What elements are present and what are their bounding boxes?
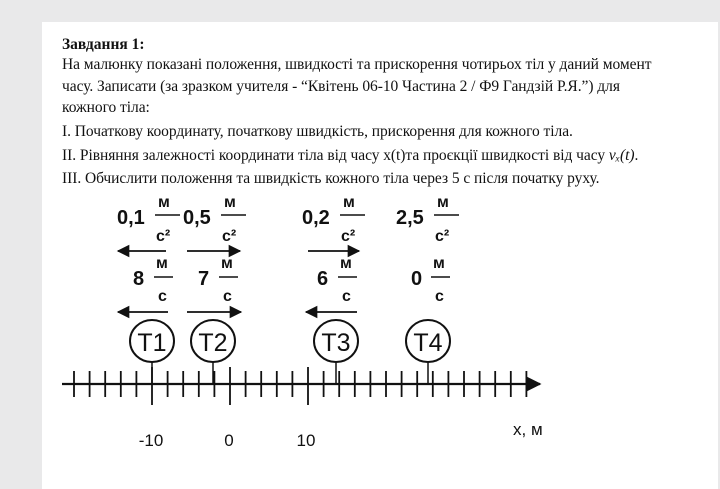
t4-label: T4 xyxy=(413,329,443,357)
t1-acc-unit-num: м xyxy=(158,194,170,211)
axis-ticks xyxy=(74,367,526,405)
task-item-1: I. Початкову координату, початкову швидкість, прискорення для кожного тіла. xyxy=(62,123,573,140)
task-text-line-2: часу. Записати (за зразком учителя - “Квітень 06-10 Частина 2 / Ф9 Гандзій Р.Я.”) для xyxy=(62,78,620,95)
t4-acc-unit-num: м xyxy=(437,194,449,211)
task-text-line-1: На малюнку показані положення, швидкості та прискорення чотирьох тіл у даний момент xyxy=(62,56,652,73)
t1-label: T1 xyxy=(137,329,167,357)
t2-speed-value: 7 xyxy=(198,268,210,290)
tick-label-0: 0 xyxy=(224,431,234,450)
body-t1 xyxy=(117,194,180,384)
body-t4 xyxy=(396,194,459,384)
t2-acceleration-value: 0,5 xyxy=(183,207,211,229)
t4-vel-unit-num: м xyxy=(433,255,445,272)
number-line xyxy=(62,367,543,450)
t1-acc-unit-den: с² xyxy=(156,228,171,245)
task-title: Завдання 1: xyxy=(62,36,145,53)
t4-speed-value: 0 xyxy=(411,268,423,290)
t2-vel-unit-num: м xyxy=(221,255,233,272)
t1-vel-unit-num: м xyxy=(156,255,168,272)
task-item-2-end: . xyxy=(634,147,639,164)
t2-acc-unit-num: м xyxy=(224,194,236,211)
task-text-line-3: кожного тіла: xyxy=(62,99,150,116)
task-item-3: III. Обчислити положення та швидкість кожного тіла через 5 с після початку руху. xyxy=(62,170,600,187)
body-t2 xyxy=(183,194,246,384)
velocity-function: vₓ(t) xyxy=(608,147,635,164)
t4-vel-unit-den: с xyxy=(435,288,444,305)
t3-label: T3 xyxy=(321,329,351,357)
tick-label-minus-10: -10 xyxy=(138,431,164,450)
t2-acc-unit-den: с² xyxy=(222,228,237,245)
body-t3 xyxy=(302,194,365,384)
x-axis-label: x, м xyxy=(513,420,543,439)
t4-acceleration-value: 2,5 xyxy=(396,207,424,229)
t1-speed-value: 8 xyxy=(133,268,145,290)
task-item-2-text: II. Рівняння залежності координати тіла від часу x(t)та проєкції швидкості від часу xyxy=(62,147,606,164)
t3-vel-unit-den: с xyxy=(342,288,351,305)
t3-speed-value: 6 xyxy=(317,268,329,290)
t3-acceleration-value: 0,2 xyxy=(302,207,330,229)
t1-vel-unit-den: с xyxy=(158,288,167,305)
tick-label-10: 10 xyxy=(296,431,316,450)
t1-acceleration-value: 0,1 xyxy=(117,207,145,229)
t3-vel-unit-num: м xyxy=(340,255,352,272)
t2-label: T2 xyxy=(198,329,228,357)
t4-acc-unit-den: с² xyxy=(435,228,450,245)
t3-acc-unit-num: м xyxy=(343,194,355,211)
t3-acc-unit-den: с² xyxy=(341,228,356,245)
t2-vel-unit-den: с xyxy=(223,288,232,305)
